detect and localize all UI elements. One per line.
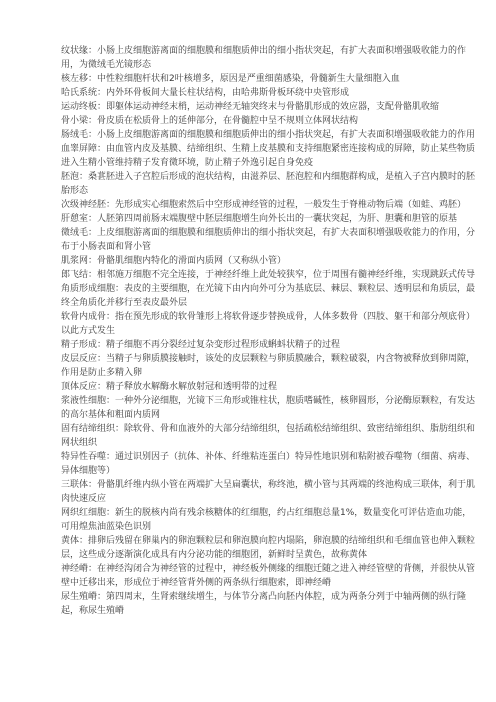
glossary-list	[61, 44, 476, 618]
glossary-entry: 核左移：中性粒细胞杆状和2叶核增多，原因是严重细菌感染，骨髓新生大量细胞入血	[61, 74, 400, 84]
glossary-entry: 固有结缔组织：除软骨、骨和血液外的大部分结缔组织，包括疏松结缔组织、致密结缔组织、脂肪组织和网状组织	[61, 424, 476, 448]
glossary-entry: 血睾屏障：由血管内皮及基膜、结缔组织、生精上皮基膜和支持细胞紧密连接构成的屏障，防止某些物质进入生精小管维持精子发育微环境，防止精子外逸引起自身免疫	[61, 144, 476, 168]
glossary-entry: 软骨内成骨：指在预先形成的软骨雏形上将软骨逐步替换成骨，人体多数骨（四肢、躯干和部分颅底骨）以此方式发生	[61, 312, 476, 336]
glossary-entry: 骨小梁：骨皮质在松质骨上的延伸部分，在骨髓腔中呈不规则立体网状结构	[61, 116, 359, 126]
glossary-entry: 网织红细胞：新生的脱核内尚有残余核糖体的红细胞，约占红细胞总量1%，数量变化可评估造血功能，可用煌焦油蓝染色识别	[61, 508, 472, 532]
glossary-entry: 肝憩室：人胚第四周前肠末端腹壁中胚层细胞增生向外长出的一囊状突起，为肝、胆囊和胆管的原基	[61, 214, 458, 224]
glossary-entry: 次级神经胚：先形成实心细胞索然后中空形成神经管的过程，一般发生于脊椎动物后端（如蛙、鸡胚）	[61, 200, 467, 210]
glossary-entry: 郎飞结：相邻施万细胞不完全连接，于神经纤维上此处较狭窄，位于周围有髓神经纤维，实现跳跃式传导	[61, 270, 476, 280]
glossary-entry: 特异性吞噬：通过识别因子（抗体、补体、纤维粘连蛋白）特异性地识别和粘附被吞噬物（细菌、病毒、异体细胞等）	[61, 452, 476, 476]
glossary-entry: 顶体反应：精子释放水解酶水解放射冠和透明带的过程	[61, 382, 278, 392]
glossary-entry: 哈氏系统：内外环骨板间大量长柱状结构，由哈弗斯骨板环绕中央管形成	[61, 88, 350, 98]
glossary-entry: 神经嵴：在神经沟闭合为神经管的过程中，神经板外侧缘的细胞迁随之进入神经管壁的背侧，并很快从管壁中迁移出来，形成位于神经管背外侧的两条纵行细胞索，即神经嵴	[61, 564, 476, 588]
glossary-entry: 运动终板：即躯体运动神经末梢，运动神经无轴突终末与骨骼肌形成的效应器，支配骨骼肌收缩	[61, 102, 440, 112]
glossary-entry: 尿生殖嵴：第四周末，生肾索继续增生，与体节分离凸向胚内体腔，成为两条分列于中轴两侧的纵行隆起，称尿生殖嵴	[61, 592, 467, 616]
glossary-entry: 肌浆网：骨骼肌细胞内特化的滑面内质网（又称纵小管）	[61, 256, 287, 266]
glossary-entry: 精子形成：精子细胞不再分裂经过复杂变形过程形成蝌蚪状精子的过程	[61, 340, 341, 350]
glossary-entry: 黄体：排卵后残留在卵巢内的卵泡颗粒层和卵泡膜向腔内塌陷，卵泡膜的结缔组织和毛细血管也伸入颗粒层，这些成分逐渐演化成具有内分泌功能的细胞团，新鲜时呈黄色，故称黄体	[61, 536, 476, 560]
glossary-entry: 三联体：骨骼肌纤维内纵小管在两端扩大呈扁囊状，称终池，横小管与其两端的终池构成三联体，利于肌肉快速反应	[61, 480, 476, 504]
glossary-entry: 皮层反应：当精子与卵质膜接触时，该处的皮层颗粒与卵质膜融合，颗粒破裂，内含物被释放到卵周隙，作用是防止多精入卵	[61, 354, 476, 378]
glossary-entry: 角质形成细胞：表皮的主要细胞，在光镜下由内向外可分为基底层、棘层、颗粒层、透明层和角质层，最终全角质化并移行至表皮最外层	[61, 284, 476, 308]
glossary-entry: 胚泡：桑葚胚进入子宫腔后形成的泡状结构，由滋养层、胚泡腔和内细胞群构成，是植入子宫内膜时的胚胎形态	[61, 172, 476, 196]
glossary-entry: 浆液性细胞：一种外分泌细胞，光镜下三角形或锥柱状，胞质嗜碱性，核卵圆形，分泌酶原颗粒，有发达的高尔基体和粗面内质网	[61, 396, 476, 420]
glossary-entry: 微绒毛：上皮细胞游离面的细胞膜和细胞质伸出的细小指状突起，有扩大表面积增强吸收能力的作用，分布于小肠表面和肾小管	[61, 228, 476, 252]
glossary-entry: 肠绒毛：小肠上皮细胞游离面的细胞膜和细胞质伸出的细小指状突起，有扩大表面积增强吸收能力的作用	[61, 130, 476, 140]
glossary-entry: 纹状缘：小肠上皮细胞游离面的细胞膜和细胞质伸出的细小指状突起，有扩大表面积增强吸收能力的作用，为微绒毛光镜形态	[61, 46, 467, 70]
